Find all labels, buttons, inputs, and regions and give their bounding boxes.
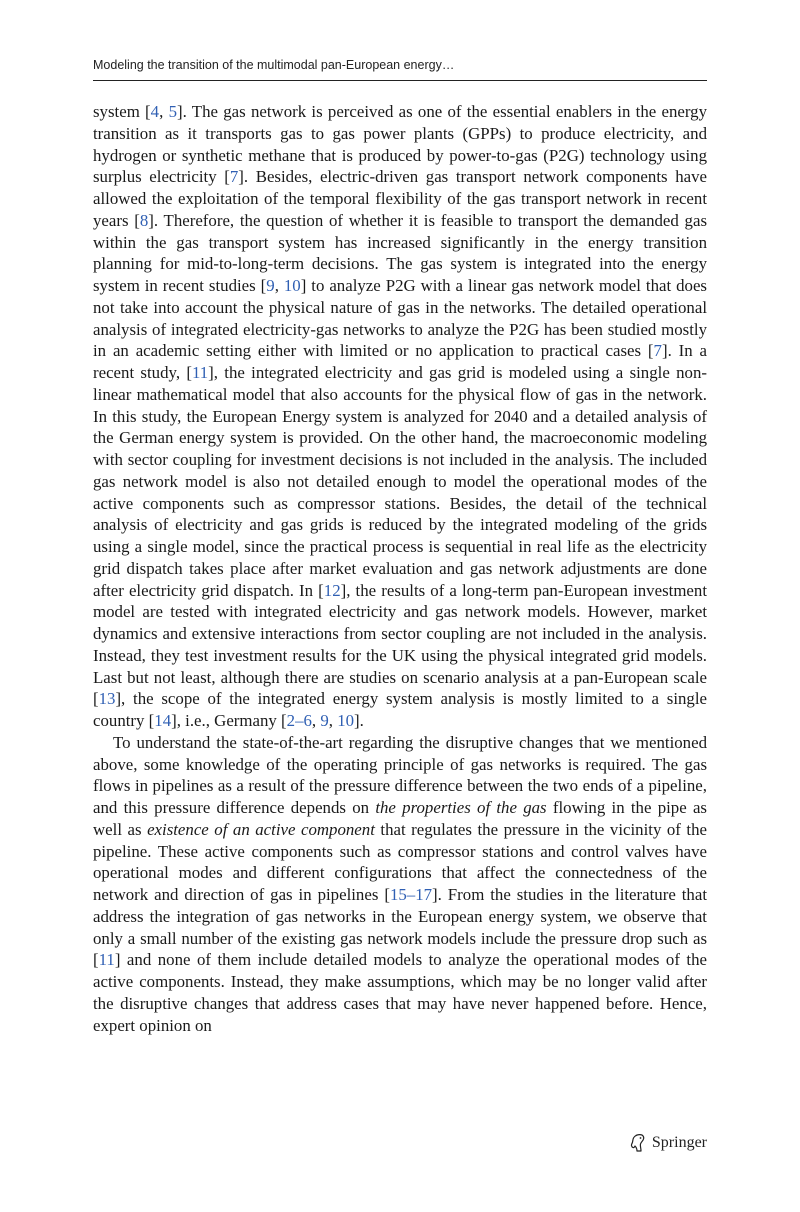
text-run: ], the results of a long-term pan-European investment model are tested with integrated electricity and gas network models. However, market dynamics and extensive interactions from sector coupling are not included in the analysis. Instead, they test investment results for the UK using the physical integrated grid models. Last but not least, although there are studies on scenario analysis at a pan-European scale [ [93,580,707,709]
text-run: ], i.e., Germany [ [171,711,287,730]
text-run: ] to analyze P2G with a linear gas network model that does not take into account the physical nature of gas in the networks. The detailed operational analysis of integrated electricity-gas networks to analyze the P2G has been studied mostly in an academic setting either with limited or no application to practical cases [ [93,276,707,361]
citation-link[interactable]: 9 [320,711,329,730]
citation-link[interactable]: 10 [337,711,355,730]
text-run: , [311,711,321,730]
citation-link[interactable]: 12 [323,580,341,600]
citation-link[interactable]: 4 [150,102,160,121]
text-run: , [159,102,169,121]
text-run: ]. [354,711,364,730]
publisher-name: Springer [651,1134,707,1151]
text-run: ]. From the studies in the literature that address the integration of gas networks in the European energy system, we observe that only a small number of the existing gas network models include the pressure drop such as [ [93,885,707,970]
text-run: ]. In a recent study, [ [93,341,708,382]
citation-link[interactable]: 13 [98,689,116,709]
citation-link[interactable]: 2–6 [286,711,312,730]
header-rule [93,80,707,81]
text-run: that regulates the pressure in the vicinity of the pipeline. These active components such as compressor stations and control valves have operational modes and different configurations that affect the connectedness of the network and direction of gas in pipelines [ [93,819,708,904]
text-run: ]. Besides, electric-driven gas transport network components have allowed the exploitation of the temporal flexibility of the gas transport network in recent years [ [93,167,707,230]
text-run: system [ [93,102,151,121]
citation-link[interactable]: 7 [229,167,239,187]
springer-horse-icon [629,1133,647,1153]
running-head: Modeling the transition of the multimodal pan-European energy… [93,58,455,72]
citation-link[interactable]: 5 [168,102,177,121]
citation-link[interactable]: 9 [266,276,275,295]
text-run: , [274,276,284,295]
publisher-logo [629,1133,707,1153]
citation-link[interactable]: 15–17 [389,885,433,904]
emphasis-text: the properties of the gas [375,798,547,817]
citation-link[interactable]: 11 [98,950,115,970]
text-run: ] and none of them include detailed models to analyze the operational modes of the active components. Instead, they make assumptions, which may be no longer valid after the disruptive changes that address cases that may have never happened before. Hence, expert opinion on [93,950,707,1035]
citation-link[interactable]: 8 [139,210,149,230]
text-run: , [328,711,338,730]
text-run: flowing in the pipe as well as [93,798,707,839]
text-run: To understand the state-of-the-art regarding the disruptive changes that we mentioned above, some knowledge of the operating principle of gas networks is required. The gas flows in pipelines as a result of the pressure difference between the two ends of a pipeline, and this pressure difference depends on [93,732,707,817]
paragraph-1 [93,101,707,732]
citation-link[interactable]: 10 [283,276,301,295]
paragraph-2 [93,732,707,1037]
citation-link[interactable]: 11 [191,363,209,382]
text-run: ], the scope of the integrated energy system analysis is mostly limited to a single country [ [93,689,707,730]
citation-link[interactable]: 7 [653,341,662,361]
citation-link[interactable]: 14 [154,711,172,730]
text-run: ]. The gas network is perceived as one of the essential enablers in the energy transition as it transports gas to gas power plants (GPPs) to produce electricity, and hydrogen or synthetic methane that is produced by power-to-gas (P2G) technology using surplus electricity [ [93,102,708,187]
emphasis-text: existence of an active component [147,819,375,839]
text-run: ], the integrated electricity and gas grid is modeled using a single non-linear mathematical model that also accounts for the physical flow of gas in the network. In this study, the European Energy system is analyzed for 2040 and a detailed analysis of the German energy system is provided. On the other hand, the macroeconomic modeling with sector coupling for investment decisions is not included in the analysis. The included gas network model is also not detailed enough to model the operational modes of the active components such as compressor stations. Besides, the detail of the technical analysis of electricity and gas grids is reduced by the integrated modeling of the grids using a single model, since the practical process is sequential in real life as the electricity grid dispatch takes place after market evaluation and gas network adjustments are done after electricity grid dispatch. In [ [93,363,707,600]
body-text [93,101,707,1036]
text-run: ]. Therefore, the question of whether it is feasible to transport the demanded gas within the gas transport system has increased significantly in the energy transition planning for mid-to-long-term decisions. The gas system is integrated into the energy system in recent studies [ [93,210,707,295]
